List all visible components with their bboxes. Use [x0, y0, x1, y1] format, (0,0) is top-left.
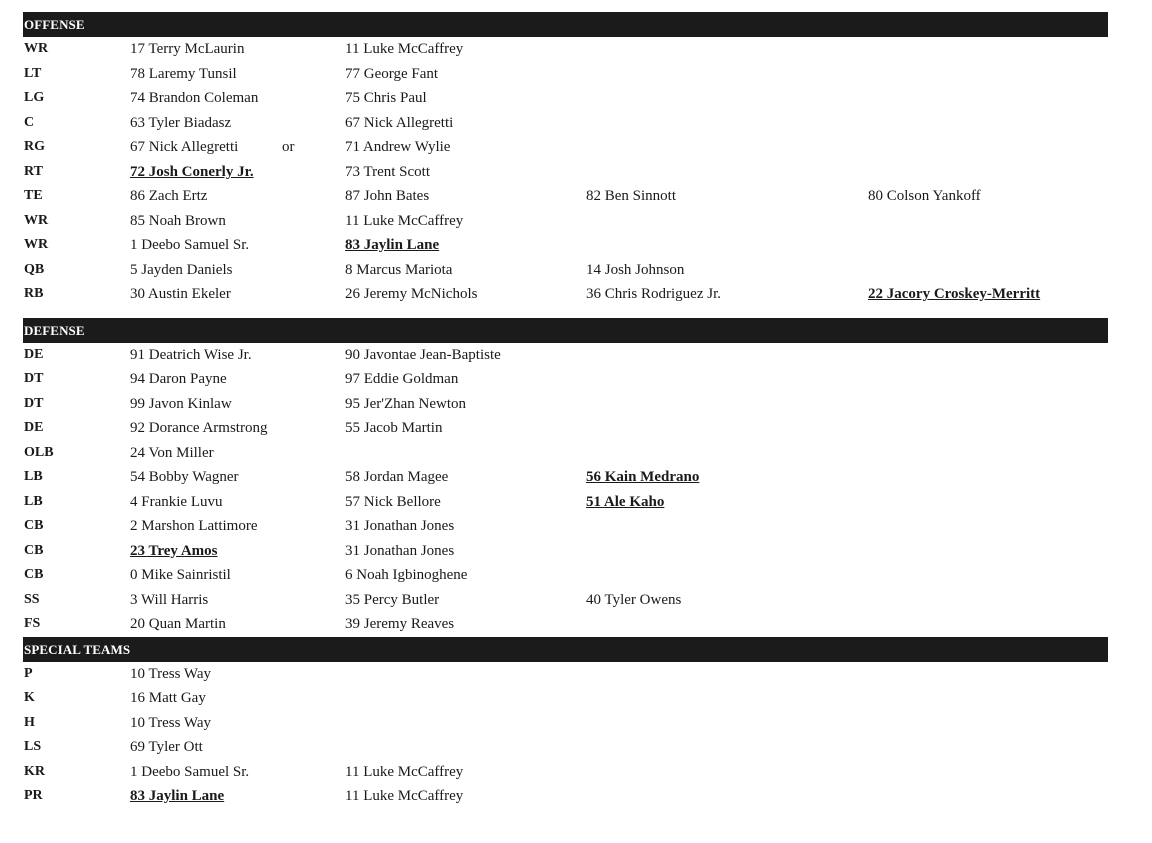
- offense-header: OFFENSE: [23, 12, 1108, 37]
- depth-row: [23, 686, 1108, 711]
- depth-row: [23, 711, 1108, 736]
- defense-header: DEFENSE: [23, 318, 1108, 343]
- player-starter: 20 Quan Martin: [130, 616, 226, 632]
- depth-row: [23, 490, 1108, 515]
- depth-row: [23, 62, 1108, 87]
- position-label: KR: [24, 763, 45, 779]
- depth-row: [23, 563, 1108, 588]
- depth-row: [23, 135, 1108, 160]
- player-fourth: 22 Jacory Croskey-Merritt: [868, 286, 1041, 302]
- player-second: 11 Luke McCaffrey: [345, 763, 464, 780]
- position-label: CB: [24, 542, 44, 558]
- player-starter: 0 Mike Sainristil: [130, 567, 231, 583]
- position-label: WR: [24, 237, 49, 252]
- depth-row: [23, 184, 1108, 209]
- position-label: H: [24, 714, 35, 730]
- player-starter: 92 Dorance Armstrong: [130, 420, 268, 436]
- player-starter: 94 Daron Payne: [130, 371, 227, 387]
- player-starter: 4 Frankie Luvu: [130, 493, 223, 510]
- depth-row: [23, 465, 1108, 490]
- player-second: 11 Luke McCaffrey: [345, 788, 464, 804]
- depth-row: [23, 392, 1108, 417]
- depth-chart: [23, 12, 1108, 809]
- player-starter: 67 Nick Allegretti: [130, 139, 239, 155]
- position-label: PR: [24, 788, 43, 803]
- depth-row: [23, 233, 1108, 258]
- player-second: 77 George Fant: [345, 65, 439, 82]
- player-starter: 10 Tress Way: [130, 714, 212, 731]
- player-second: 83 Jaylin Lane: [345, 237, 440, 253]
- player-second: 58 Jordan Magee: [345, 469, 449, 485]
- depth-row: [23, 37, 1108, 62]
- player-second: 11 Luke McCaffrey: [345, 41, 464, 57]
- player-third: 40 Tyler Owens: [586, 591, 682, 608]
- player-third: 82 Ben Sinnott: [586, 188, 677, 204]
- position-label: DT: [24, 395, 44, 411]
- depth-row: [23, 784, 1108, 809]
- position-label: DE: [24, 420, 44, 435]
- player-starter: 54 Bobby Wagner: [130, 469, 239, 485]
- player-second: 39 Jeremy Reaves: [345, 616, 455, 632]
- player-second: 55 Jacob Martin: [345, 420, 443, 436]
- depth-row: [23, 662, 1108, 687]
- position-label: LB: [24, 469, 43, 484]
- player-starter: 23 Trey Amos: [130, 542, 218, 559]
- player-second: 73 Trent Scott: [345, 163, 431, 180]
- player-starter: 69 Tyler Ott: [130, 739, 203, 755]
- position-label: DT: [24, 371, 44, 386]
- player-starter: 17 Terry McLaurin: [130, 41, 245, 57]
- player-starter: 1 Deebo Samuel Sr.: [130, 763, 250, 780]
- player-starter: 74 Brandon Coleman: [130, 90, 259, 106]
- depth-row: [23, 441, 1108, 466]
- player-starter: 72 Josh Conerly Jr.: [130, 163, 254, 180]
- player-second: 87 John Bates: [345, 188, 430, 204]
- position-label: P: [24, 665, 33, 681]
- player-second: 90 Javontae Jean-Baptiste: [345, 346, 501, 363]
- player-second: 11 Luke McCaffrey: [345, 212, 464, 229]
- player-second: 6 Noah Igbinoghene: [345, 567, 468, 583]
- player-second: 35 Percy Butler: [345, 591, 440, 608]
- player-second: 97 Eddie Goldman: [345, 371, 459, 387]
- player-starter: 83 Jaylin Lane: [130, 788, 225, 804]
- depth-row: [23, 416, 1108, 441]
- player-starter: 5 Jayden Daniels: [130, 261, 233, 278]
- player-starter: 85 Noah Brown: [130, 212, 226, 229]
- position-label: C: [24, 114, 35, 130]
- position-label: FS: [24, 616, 41, 631]
- special-teams-header: SPECIAL TEAMS: [23, 637, 1108, 662]
- position-label: TE: [24, 188, 43, 203]
- position-label: LS: [24, 739, 42, 754]
- player-second: 31 Jonathan Jones: [345, 518, 455, 534]
- player-second: 8 Marcus Mariota: [345, 261, 453, 278]
- player-second: 95 Jer'Zhan Newton: [345, 395, 467, 412]
- position-label: RT: [24, 163, 43, 179]
- position-label: RG: [24, 139, 45, 154]
- depth-row: [23, 367, 1108, 392]
- player-second: 31 Jonathan Jones: [345, 542, 455, 559]
- depth-row: [23, 160, 1108, 185]
- player-starter: 99 Javon Kinlaw: [130, 395, 232, 412]
- player-third: 51 Ale Kaho: [586, 493, 665, 510]
- depth-row: [23, 111, 1108, 136]
- player-second: 57 Nick Bellore: [345, 493, 441, 510]
- player-starter: 2 Marshon Lattimore: [130, 518, 258, 534]
- player-third: 56 Kain Medrano: [586, 469, 700, 485]
- depth-row: [23, 588, 1108, 613]
- player-starter: 10 Tress Way: [130, 665, 212, 682]
- player-starter: 91 Deatrich Wise Jr.: [130, 346, 252, 363]
- depth-row: [23, 760, 1108, 785]
- position-label: QB: [24, 261, 45, 277]
- depth-row: [23, 209, 1108, 234]
- player-starter: 30 Austin Ekeler: [130, 286, 231, 302]
- position-label: WR: [24, 212, 49, 228]
- player-starter: 3 Will Harris: [130, 591, 209, 608]
- player-starter: 16 Matt Gay: [130, 690, 206, 706]
- player-starter: 86 Zach Ertz: [130, 188, 208, 204]
- position-label: SS: [24, 591, 40, 607]
- depth-row: [23, 735, 1108, 760]
- player-starter: 24 Von Miller: [130, 444, 214, 461]
- depth-row: [23, 612, 1108, 637]
- position-label: CB: [24, 518, 44, 533]
- position-label: WR: [24, 41, 49, 56]
- position-label: LT: [24, 65, 42, 81]
- depth-row: [23, 258, 1108, 283]
- depth-row: [23, 343, 1108, 368]
- depth-row: [23, 514, 1108, 539]
- player-second: 75 Chris Paul: [345, 90, 427, 106]
- or-separator: or: [282, 139, 295, 155]
- position-label: K: [24, 690, 35, 705]
- player-starter: 78 Laremy Tunsil: [130, 65, 237, 82]
- player-starter: 1 Deebo Samuel Sr.: [130, 237, 250, 253]
- player-second: 26 Jeremy McNichols: [345, 286, 478, 302]
- player-starter: 63 Tyler Biadasz: [130, 114, 232, 131]
- player-third: 36 Chris Rodriguez Jr.: [586, 286, 721, 302]
- depth-row: [23, 282, 1108, 307]
- player-second: 71 Andrew Wylie: [345, 139, 451, 155]
- player-fourth: 80 Colson Yankoff: [868, 188, 981, 204]
- position-label: RB: [24, 286, 44, 301]
- player-third: 14 Josh Johnson: [586, 261, 685, 278]
- player-second: 67 Nick Allegretti: [345, 114, 454, 131]
- position-label: LB: [24, 493, 43, 509]
- depth-row: [23, 539, 1108, 564]
- position-label: LG: [24, 90, 45, 105]
- position-label: DE: [24, 346, 44, 362]
- depth-row: [23, 86, 1108, 111]
- position-label: OLB: [24, 444, 54, 460]
- position-label: CB: [24, 567, 44, 582]
